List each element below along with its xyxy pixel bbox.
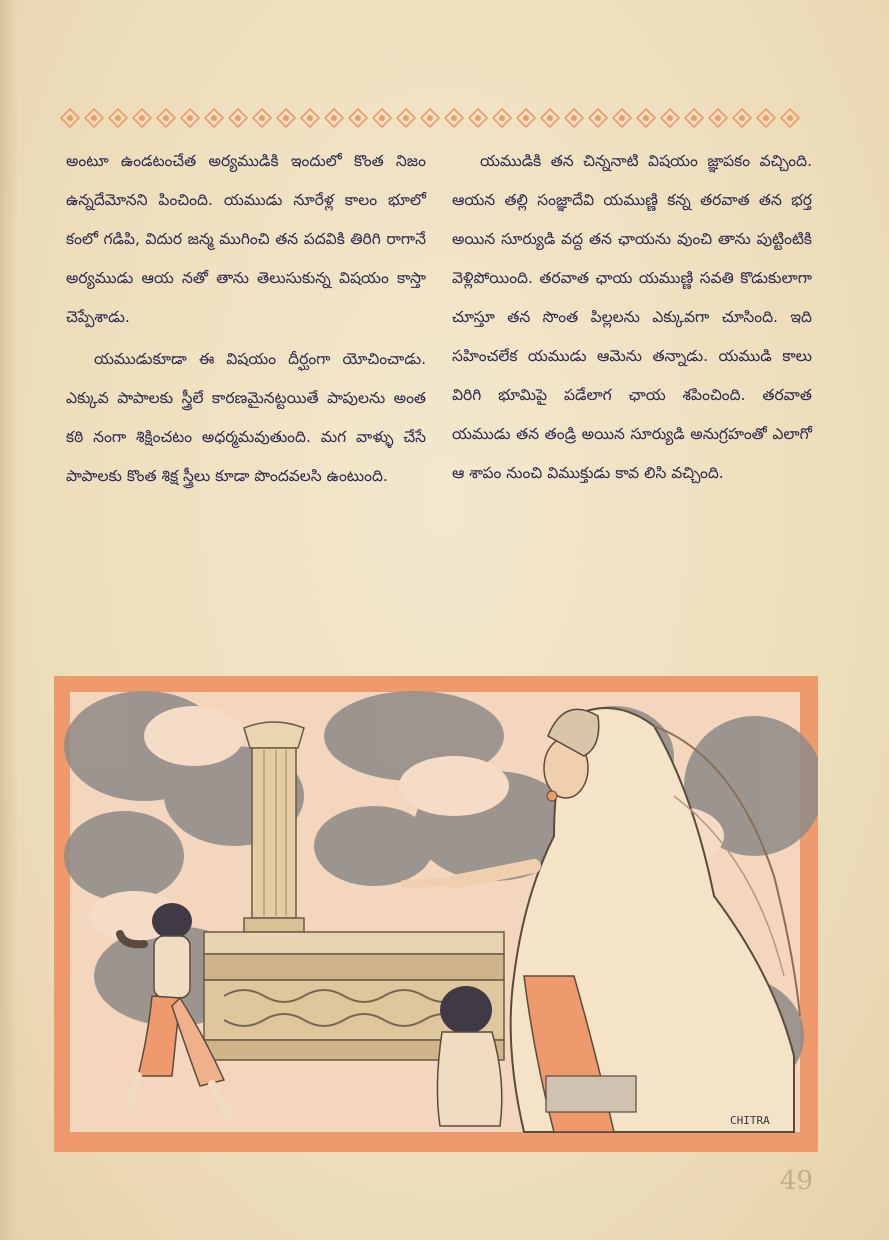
left-paragraph-2: యముడుకూడా ఈ విషయం దీర్ఘంగా యోచించాడు. ఎక్కువ పాపాలకు స్త్రీలే కారణమైనట్టయితే పాపులను అంత కఠి నంగా శిక్షించటం అధర్మమవుతుంది. మగ వాళ్ళు చేసే పాపాలకు కొంత శిక్ష స్త్రీలు కూడా పొందవలసి ఉంటుంది. [66, 350, 426, 485]
border-dot [643, 115, 649, 121]
decorative-border [58, 106, 810, 130]
right-paragraph-1: యముడికి తన చిన్ననాటి విషయం జ్ఞాపకం వచ్చింది. ఆయన తల్లి సంజ్ఞాదేవి యముణ్ణి కన్న తరవాత తన భర్త అయిన సూర్యుడి వద్ద తన ఛాయను వుంచి తాను పుట్టింటికి వెళ్లిపోయింది. తరవాత ఛాయ యముణ్ణి సవతి కొడుకులాగా చూస్తూ తన సొంత పిల్లలను ఎక్కువగా చూసింది. ఇది సహించలేక యముడు ఆమెను తన్నాడు. యముడి కాలు విరిగి భూమిపై పడేలాగ ఛాయ శపించింది. తరవాత యముడు తన తండ్రి అయిన సూర్యుడి అనుగ్రహంతో ఎలాగో ఆ శాపం నుంచి విముక్తుడు కావ లిసి వచ్చింది. [452, 152, 812, 482]
border-dot [403, 115, 409, 121]
border-dot [691, 115, 697, 121]
story-illustration [54, 676, 818, 1152]
page-number: 49 [780, 1166, 814, 1196]
border-dot [211, 115, 217, 121]
left-text-column [66, 142, 426, 499]
border-dot [163, 115, 169, 121]
border-dot [715, 115, 721, 121]
border-dot [763, 115, 769, 121]
border-dot [619, 115, 625, 121]
border-dot [595, 115, 601, 121]
border-dot [451, 115, 457, 121]
border-dot [331, 115, 337, 121]
left-paragraph-1: అంటూ ఉండటంచేత అర్యముడికి ఇందులో కొంత నిజం ఉన్నదేమోనని పించింది. యముడు నూరేళ్ల కాలం భూలో కంలో గడిపి, విదుర జన్మ ముగించి తన పదవికి తిరిగి రాగానే అర్యముడు ఆయ నతో తాను తెలుసుకున్న విషయం కాస్తా చెప్పేశాడు. [66, 152, 426, 326]
border-dot [667, 115, 673, 121]
border-dot [379, 115, 385, 121]
illustration-signature: CHITRA [730, 1114, 770, 1127]
pillar [244, 722, 304, 932]
border-dot [307, 115, 313, 121]
border-dot [499, 115, 505, 121]
border-dot [571, 115, 577, 121]
border-dot [283, 115, 289, 121]
border-dot [115, 115, 121, 121]
border-dot [139, 115, 145, 121]
border-dot [523, 115, 529, 121]
border-dot [355, 115, 361, 121]
border-dot [91, 115, 97, 121]
border-dot [67, 115, 73, 121]
border-dot [187, 115, 193, 121]
border-dot [475, 115, 481, 121]
border-dot [427, 115, 433, 121]
right-text-column [452, 142, 812, 496]
border-dot [547, 115, 553, 121]
border-dot [235, 115, 241, 121]
border-dot [787, 115, 793, 121]
border-dot [739, 115, 745, 121]
page-binding-shadow [0, 0, 18, 1240]
border-dot [259, 115, 265, 121]
